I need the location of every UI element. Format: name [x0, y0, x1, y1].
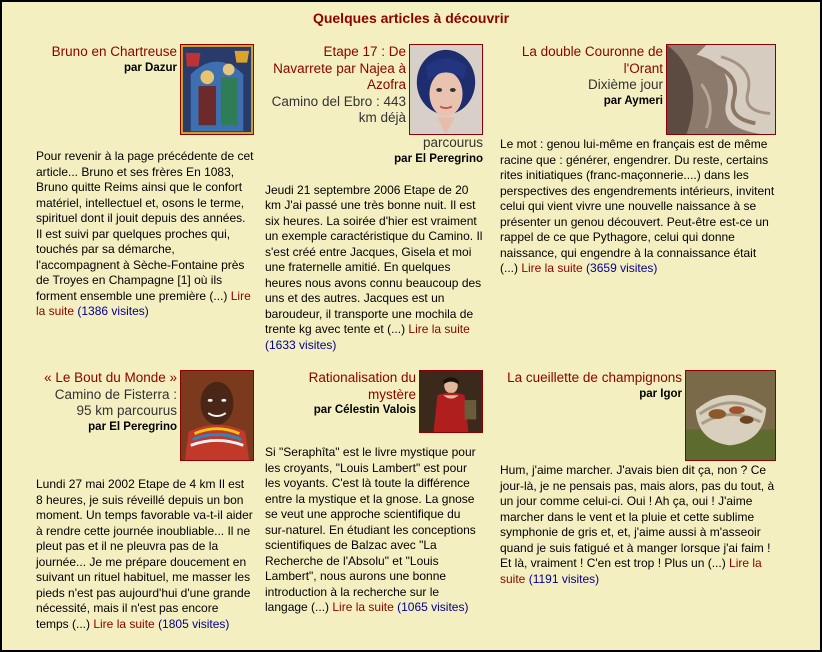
read-more-link[interactable]: Lire la suite [332, 600, 394, 614]
article-title[interactable]: La cueillette de champignons [507, 370, 682, 385]
article-author: par El Peregrino [88, 420, 177, 433]
article-excerpt: Si "Seraphîta" est le livre mystique pour les croyants, "Louis Lambert" est pour les voyants. C'est là toute la différence entre la mystique et la gnose. La gnose se veut une approche scientifique du sur-naturel. En étudiant les conceptions scientifiques de Balzac avec "La Recherche de l'Absolu" et "Louis Lambert", nous aurons une bonne introduction à la recherche sur le langage (...) Lire la suite (1065 visites) [265, 445, 476, 614]
read-more-link[interactable]: Lire la suite [500, 556, 762, 586]
article-card [265, 44, 483, 353]
article-card [36, 370, 254, 632]
article-card [265, 370, 483, 616]
stained-glass-image[interactable] [180, 44, 254, 135]
article-excerpt: Lundi 27 mai 2002 Etape de 4 km Il est 8 heures, je suis réveillé depuis un bon moment. Un temps favorable va-t-il aider à rendre cette journée inoubliable... Il ne pleut pas et il ne pleuvra pas de la journée... Je me prépare doucement en suivant un rituel habituel, me masser les pieds n'est pas aujourd'hui d'une grande nécessité, mais il n'est pas encore temps (...) Lire la suite (1805 visites) [36, 477, 253, 631]
article-author: par Dazur [123, 61, 177, 74]
article-title[interactable]: Bruno en Chartreuse [51, 44, 177, 59]
mushroom-basket-image[interactable] [685, 370, 776, 461]
article-author: par El Peregrino [394, 152, 483, 165]
visit-count: (1191 visites) [528, 571, 600, 586]
article-subtitle: Camino del Ebro : 443 km déjà [271, 93, 406, 125]
visit-count: (1065 visites) [397, 600, 469, 614]
article-excerpt: Pour revenir à la page précédente de cet article... Bruno et ses frères En 1083, Bruno quitte Reims ainsi que le confort matériel, intellectuel et, osons le terme, spirituel dont il jouit depuis des années. Il est suivi par quelques proches qui, touchés par sa démarche, l'accompagnent à Sèche-Fontaine près de Troyes en Champagne [1] où ils forment ensemble une première (...) Lire la suite (1386 visites) [36, 149, 254, 318]
article-title[interactable]: Etape 17 : De Navarrete par Najea à Azofra [273, 44, 406, 92]
article-author: par Igor [639, 387, 682, 400]
visit-count: (3659 visites) [586, 261, 658, 275]
visit-count: (1386 visites) [77, 304, 149, 318]
read-more-link[interactable]: Lire la suite [521, 261, 583, 275]
read-more-link[interactable]: Lire la suite [93, 616, 155, 631]
article-card [36, 44, 254, 320]
article-subtitle: Dixième jour [587, 77, 663, 92]
article-title[interactable]: La double Couronne de l'Orant [521, 44, 663, 76]
article-excerpt: Le mot : genou lui-même en français est de même racine que : générer, engendrer. Du reste, certains rites initiatiques (franc-maçonnerie....) dans les perspectives des engendrements intérieurs, invitent celui qui vient vivre une nouvelle naissance à se présenter un genou découvert. Peut-être est-ce un rappel de ce que Pythagore, celui qui donne naissance, qui engendre à la connaissance était (...) Lire la suite (3659 visites) [500, 137, 775, 275]
article-author: par Aymeri [603, 94, 663, 107]
article-excerpt: Hum, j'aime marcher. J'avais bien dit ça, non ? Ce jour-là, je ne pensais pas, mais alors, pas du tout, à un jour comme celui-ci. Oui ! Ah ça, oui ! J'aime marcher dans le vent et la pluie et cette sublime symphonie de gris et, et, j'aime aussi à m'asseoir quand je suis fatigué et à manger lorsque j'ai faim ! Et là, vraiment ! C'en est trop ! Plus un (...) Lire la suite (1191 visites) [500, 463, 775, 586]
visit-count: (1805 visites) [158, 616, 230, 631]
article-card [500, 44, 776, 277]
maasai-woman-image[interactable] [180, 370, 254, 461]
article-card [500, 370, 776, 587]
read-more-link[interactable]: Lire la suite [408, 322, 470, 336]
article-subtitle-continued: parcourus [422, 135, 483, 150]
painted-lady-image[interactable] [419, 370, 483, 433]
article-excerpt: Jeudi 21 septembre 2006 Etape de 20 km J'ai passé une très bonne nuit. Il est six heures. La soirée d'hier est vraiment un exemple caractéristique du Camino. Il s'est créé entre Jacques, Gisela et moi une fraternelle amitié. En quelques heures nous avons connu beaucoup des uns et des autres. Jacques est un baroudeur, il transporte une mochila de trente kg avec tente et (...) Lire la suite (1633 visites) [265, 182, 483, 352]
carved-stone-image[interactable] [666, 44, 776, 135]
article-subtitle: Camino de Fisterra : 95 km parcourus [54, 386, 177, 418]
article-author: par Célestin Valois [313, 404, 416, 416]
page-title: Quelques articles à découvrir [312, 10, 510, 26]
read-more-link[interactable]: Lire la suite [36, 288, 251, 318]
visit-count: (1633 visites) [265, 337, 337, 352]
woman-portrait-image[interactable] [409, 44, 483, 135]
article-title[interactable]: Rationalisation du mystère [308, 370, 416, 402]
article-title[interactable]: « Le Bout du Monde » [44, 370, 177, 385]
